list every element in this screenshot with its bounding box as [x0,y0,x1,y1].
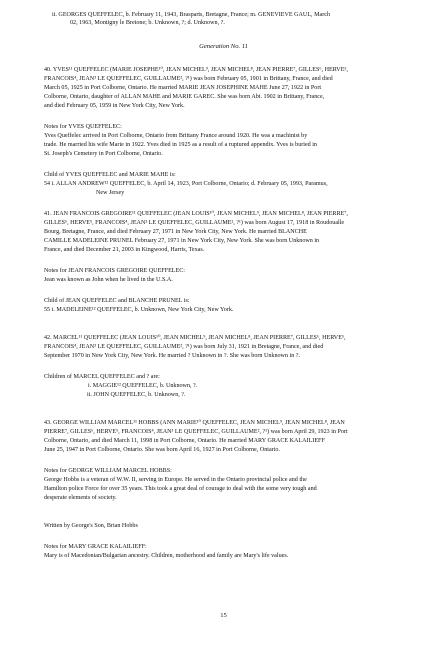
child-entry-georges: ii. GEORGES QUEFFELEC, b. February 11, 1943, Brasparts, Bretagne, France; m. GENEVIEVE GAUL, March [52,12,331,18]
entry-42-line-1: 42. MARCEL¹¹ QUEFFELEC (JEAN LOUIS¹⁰, JEAN MICHEL⁹, JEAN MICHEL⁸, JEAN PIERRE⁷, GILLES⁶, HERVE⁵, [44,335,346,341]
notes-mary-line-1: Mary is of Macedonian/Bulgarian ancestry. Children, motherhood and family are Mary's life values. [44,553,289,559]
notes-george-line-2: Hamilton police Force for over 35 years. This took a great deal of courage to deal with the some very tough and [44,486,317,492]
entry-40-line-4: Colborne, Ontario, daughter of ALLAN MAHE and MARIE GAREC. She was born Abt. 1902 in Brittany, France, [44,94,325,100]
generation-heading: Generation No. 11 [199,43,248,50]
entry-43-line-1: 43. GEORGE WILLIAM MARCEL¹¹ HOBBS (ANN MARIE¹⁰ QUEFFELEC, JEAN MICHEL⁹, JEAN MICHEL⁸, JEAN [44,420,345,426]
entry-42-line-3: September 1970 in New York City, New York. He married ? Unknown in ?. She was born Unknown in ?. [44,353,301,359]
notes-yves-line-3: St. Joseph's Cemetery in Port Colborne, Ontario. [44,151,163,157]
child-entry-john: ii. JOHN QUEFFELEC, b. Unknown, ?. [87,392,186,398]
child-entry-maggie: i. MAGGIE¹² QUEFFELEC, b. Unknown, ?. [88,383,198,389]
notes-yves-line-1: Yves Queffelec arrived in Port Colborne, Ontario from Brittany France around 1920. He was a machinist by [44,133,308,139]
entry-41-line-1: 41. JEAN FRANCOIS GREGOIRE¹¹ QUEFFELEC (JEAN LOUIS¹⁰, JEAN MICHEL⁹, JEAN MICHEL⁸, JEAN PIERRE⁷, [44,211,348,217]
children-heading-marcel: Children of MARCEL QUEFFELEC and ? are: [44,374,160,380]
entry-40-line-2: FRANCOIS⁴, JEAN³ LE QUEFFELEC, GUILLAUME², ?¹) was born February 05, 1901 in Brittany, France, and died [44,76,333,82]
entry-43-line-4: June 25, 1947 in Port Colborne, Ontario. She was born April 16, 1927 in Port Colborne, Ontario. [44,447,280,453]
notes-jean-line-1: Jean was known as John when he lived in the U.S.A. [44,277,173,283]
entry-41-line-3: Bourg, Bretagne, France, and died February 27, 1971 in New York City, New York. He married BLANCHE [44,229,307,235]
entry-40-line-3: March 05, 1925 in Port Colborne, Ontario. He married MARIE JEAN JOSEPHINE MAHE June 27, 1922 in Port [44,85,322,91]
entry-41-line-2: GILLES⁶, HERVE⁵, FRANCOIS⁴, JEAN³ LE QUEFFELEC, GUILLAUME², ?¹) was born August 17, 1918 in Roudoualle [44,220,345,226]
entry-41-line-4: CAMILLE MADELEINE PRUNEL February 27, 1971 in New York City, New York. She was born Unknown in [44,238,320,244]
notes-yves-line-2: trade. He married his wife Marie in 1922. Yves died in 1925 as a result of a ruptured appendix. Yves is buried in [44,142,317,148]
written-by-credit: Written by George's Son, Brian Hobbs [44,523,138,529]
notes-heading-jean: Notes for JEAN FRANCOIS GREGOIRE QUEFFELEC: [44,268,186,274]
entry-40-line-5: and died February 05, 1959 in New York City, New York. [44,103,185,109]
page-number: 15 [220,612,227,619]
entry-42-line-2: FRANCOIS⁴, JEAN³ LE QUEFFELEC, GUILLAUME², ?¹) was born July 31, 1921 in Bretagne, France, and died [44,344,324,350]
entry-43-line-3: Colborne, Ontario, and died March 11, 1998 in Port Colborne, Ontario. He married MARY GRACE KALAILIEFF [44,438,325,444]
notes-heading-mary: Notes for MARY GRACE KALAILIEFF: [44,544,147,550]
child-heading-yves: Child of YVES QUEFFELEC and MARIE MAHE is: [44,172,176,178]
child-entry-georges-cont: 02, 1963, Montigny le Bretone; b. Unknown, ?; d. Unknown, ?. [70,20,225,26]
child-entry-allan: 54 i. ALLAN ANDREW¹² QUEFFELEC, b. April 14, 1923, Port Colborne, Ontario; d. February 05, 1993, Paramus, [44,181,328,187]
child-entry-allan-cont: New Jersey [96,190,125,196]
child-entry-madeleine: 55 i. MADELEINE¹² QUEFFELEC, b. Unknown, New York City, New York. [44,307,234,313]
notes-heading-george: Notes for GEORGE WILLIAM MARCEL HOBBS: [44,468,172,474]
notes-george-line-1: George Hobbs is a veteran of W.W. II, serving in Europe. He served in the Ontario provincial police and the [44,477,307,483]
entry-43-line-2: PIERRE⁷, GILLES⁶, HERVE⁵, FRANCOIS⁴, JEAN³ LE QUEFFELEC, GUILLAUME², ?¹) was born April 29, 1923 in Port [44,429,348,435]
child-heading-jean: Child of JEAN QUEFFELEC and BLANCHE PRUNEL is: [44,298,190,304]
entry-41-line-5: France, and died December 21, 2003 in Kingwood, Harris, Texas. [44,247,205,253]
notes-george-line-3: desperate elements of society. [44,495,117,501]
notes-heading-yves: Notes for YVES QUEFFELEC: [44,124,122,130]
entry-40-line-1: 40. YVES¹¹ QUEFFELEC (MARIE JOSEPHE¹⁰, JEAN MICHEL⁹, JEAN MICHEL⁸, JEAN PIERRE⁷, GILLES⁶, HERVE⁵, [44,67,349,73]
